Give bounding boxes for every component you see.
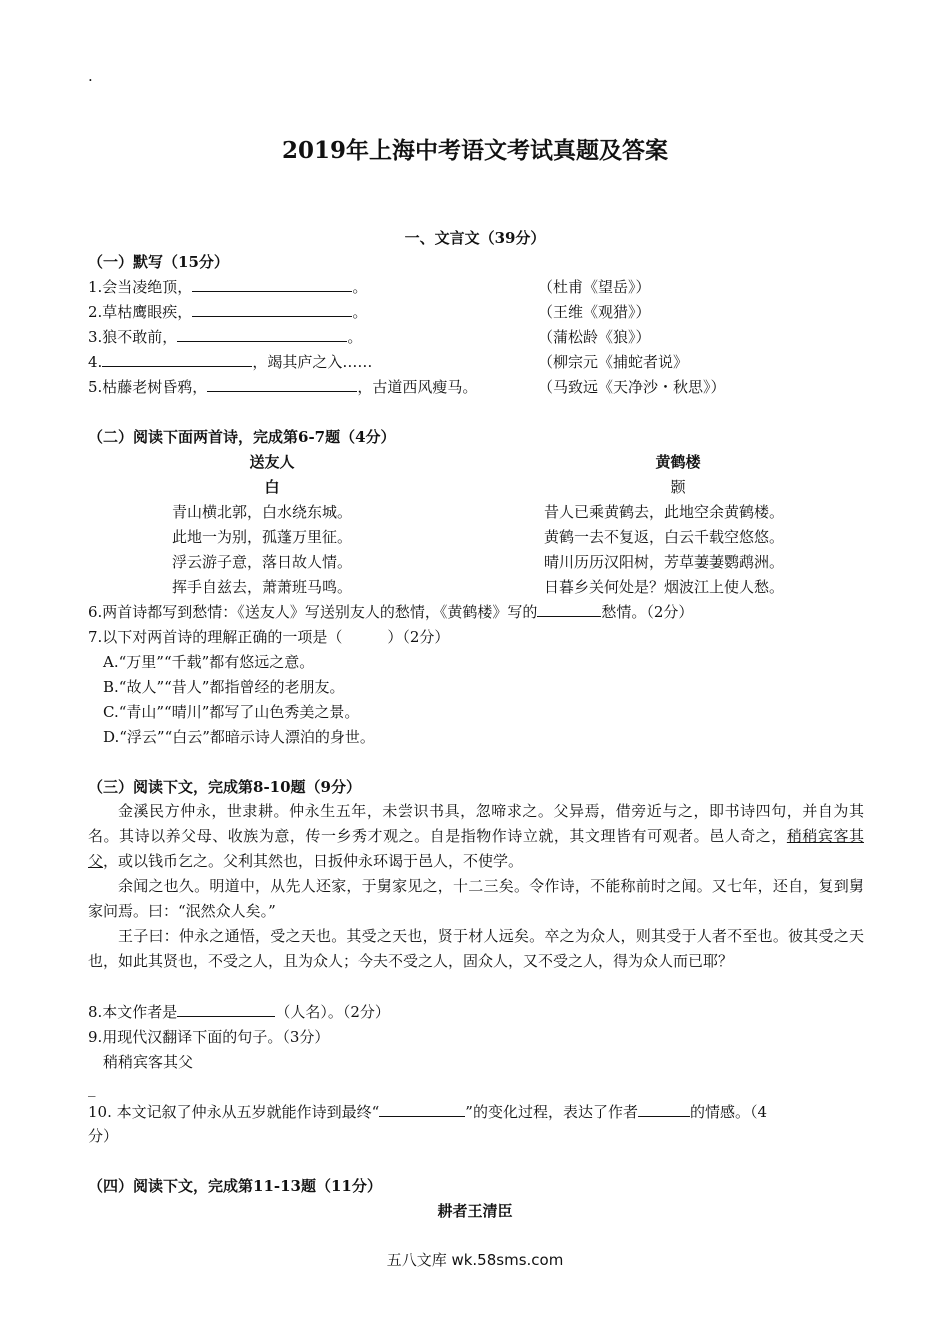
answer-blank[interactable] [177,1002,275,1017]
poem1-line: 青山横北郭，白水绕东城。 [172,503,353,521]
question-8: 8.本文作者是 （人名）。（2分） [88,1003,390,1021]
source-3: （蒲松龄《狼》） [538,328,651,346]
poem2-line: 日暮乡关何处是？烟波江上使人愁。 [544,578,785,596]
poem2-line: 黄鹤一去不复返，白云千载空悠悠。 [544,528,785,546]
article-title: 耕者王清臣 [437,1202,513,1220]
answer-blank[interactable] [379,1102,465,1117]
passage-paragraph-3: 王子曰：仲永之通悟，受之天也。其受之天也，贤于材人远矣。卒之为众人，则其受于人者不至也。彼其受之天也，如此其贤也，不受之人，且为众人；今夫不受之人，固众人，又不受之人，得为众人而已耶？ [88,927,864,970]
answer-blank[interactable] [177,327,347,342]
poem1-title: 送友人 [249,453,295,471]
footer-watermark: 五八文库 wk.58sms.com [386,1251,564,1269]
part2-heading: （二）阅读下面两首诗，完成第6-7题（4分） [88,428,396,446]
source-4: （柳宗元《捕蛇者说》 [538,353,689,371]
option-b[interactable]: B.“故人”“昔人”都指曾经的老朋友。 [103,678,345,696]
poem2-title: 黄鹤楼 [655,453,701,471]
part3-heading: （三）阅读下文，完成第8-10题（9分） [88,778,361,796]
source-2: （王维《观猎》） [538,303,651,321]
fill-item-4: 4. ，竭其庐之入…… [88,353,373,371]
answer-blank[interactable] [102,352,252,367]
section-heading: 一、文言文（39分） [404,229,546,247]
corner-dot: . [88,67,93,85]
part4-heading: （四）阅读下文，完成第11-13题（11分） [88,1177,382,1195]
answer-blank[interactable] [537,602,601,617]
answer-blank[interactable] [192,302,352,317]
question-6: 6.两首诗都写到愁情：《送友人》写送别友人的愁情，《黄鹤楼》写的 愁情。（2分） [88,603,694,621]
answer-blank[interactable] [192,277,352,292]
answer-blank[interactable] [207,377,357,392]
part1-heading: （一）默写（15分） [88,253,229,271]
question-10-cont: 分） [88,1127,119,1145]
option-d[interactable]: D.“浮云”“白云”都暗示诗人漂泊的身世。 [103,728,375,746]
option-c[interactable]: C.“青山”“晴川”都写了山色秀美之景。 [103,703,360,721]
poem1-line: 此地一为别，孤蓬万里征。 [172,528,353,546]
poem1-author: 白 [264,478,280,496]
answer-line[interactable]: _ [88,1079,96,1097]
poem2-line: 昔人已乘黄鹤去，此地空余黄鹤楼。 [544,503,785,521]
option-a[interactable]: A.“万里”“千载”都有悠远之意。 [103,653,315,671]
fill-item-2: 2.草枯鹰眼疾， 。 [88,303,368,321]
passage [88,799,864,974]
passage-paragraph-2: 余闻之也久。明道中，从先人还家，于舅家见之，十二三矣。令作诗，不能称前时之闻。又七年，还自，复到舅家问焉。曰：“泯然众人矣。” [88,877,864,920]
answer-blank[interactable] [638,1102,690,1117]
poem2-author: 颢 [670,478,686,496]
question-9: 9.用现代汉翻译下面的句子。（3分） [88,1028,330,1046]
fill-item-3: 3.狼不敢前， 。 [88,328,363,346]
source-5: （马致远《天净沙・秋思》） [538,378,726,396]
passage-paragraph-1: 金溪民方仲永，世隶耕。仲永生五年，未尝识书具，忽啼求之。父异焉，借旁近与之，即书诗四句，并自为其名。其诗以养父母、收族为意，传一乡秀才观之。自是指物作诗立就，其文理皆有可观者。邑人奇之，稍稍宾客其父，或以钱币乞之。父利其然也，日扳仲永环谒于邑人，不使学。 [88,802,864,870]
underlined-sentence: 稍稍宾客其父 [88,827,864,870]
page-title: 2019年上海中考语文考试真题及答案 [281,137,668,164]
poem2-line: 晴川历历汉阳树，芳草萋萋鹦鹉洲。 [544,553,785,571]
source-1: （杜甫《望岳》） [538,278,651,296]
question-10: 10. 本文记叙了仲永从五岁就能作诗到最终“ ”的变化过程，表达了作者 的情感。（4 [88,1103,768,1121]
question-9-sentence: 稍稍宾客其父 [103,1053,194,1071]
question-7: 7.以下对两首诗的理解正确的一项是（ ）（2分） [88,628,450,646]
fill-item-5: 5.枯藤老树昏鸦， ，古道西风瘦马。 [88,378,478,396]
fill-item-1: 1.会当凌绝顶， 。 [88,278,368,296]
poem1-line: 浮云游子意，落日故人情。 [172,553,353,571]
poem1-line: 挥手自兹去，萧萧班马鸣。 [172,578,353,596]
